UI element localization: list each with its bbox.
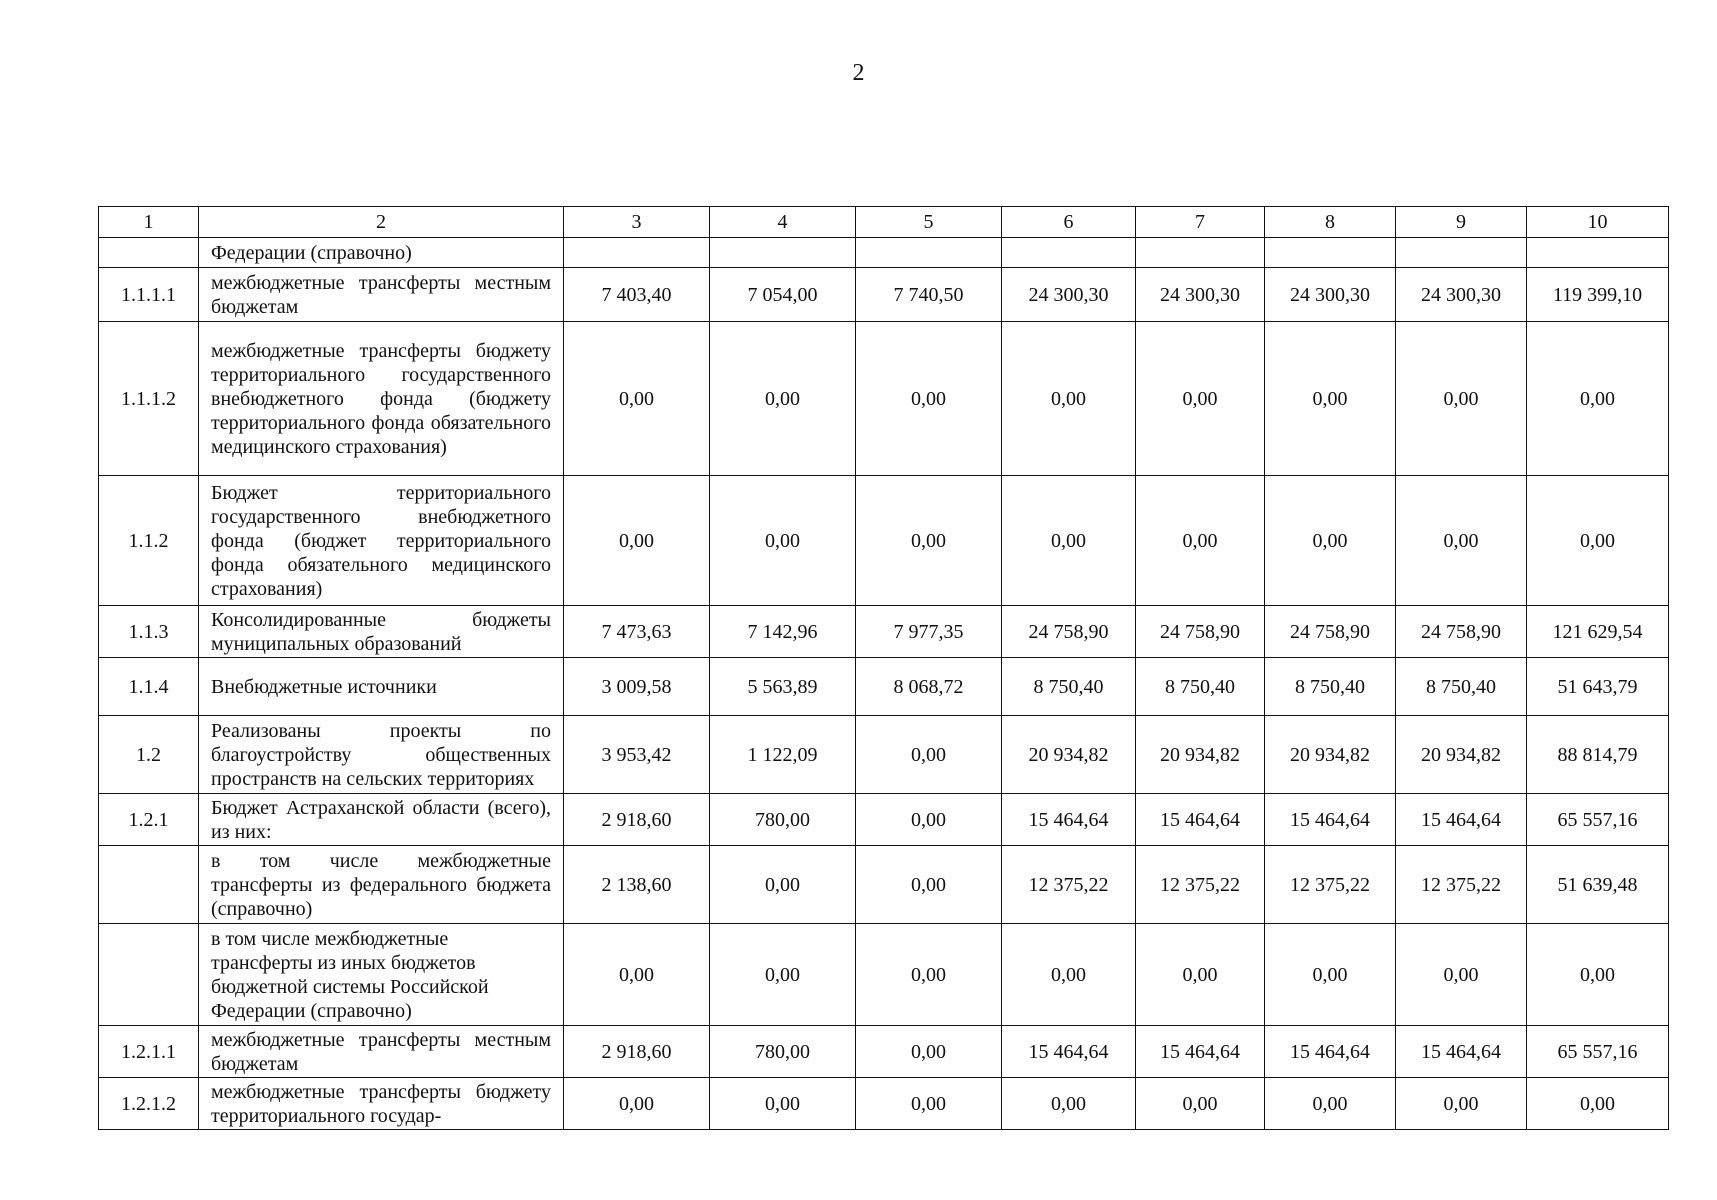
value-cell: 119 399,10 — [1527, 268, 1669, 322]
value-cell: 15 464,64 — [1002, 1026, 1136, 1078]
row-name: межбюджетные трансферты местным бюджетам — [199, 1026, 564, 1078]
value-cell: 15 464,64 — [1396, 794, 1527, 846]
value-cell: 15 464,64 — [1265, 1026, 1396, 1078]
value-cell: 8 750,40 — [1136, 658, 1265, 716]
value-cell — [1396, 238, 1527, 268]
value-cell: 15 464,64 — [1136, 794, 1265, 846]
value-cell: 15 464,64 — [1396, 1026, 1527, 1078]
value-cell: 0,00 — [856, 1026, 1002, 1078]
row-name: Федерации (справочно) — [199, 238, 564, 268]
value-cell — [1527, 238, 1669, 268]
row-code: 1.1.2 — [99, 476, 199, 606]
table-row — [99, 716, 1669, 794]
budget-table — [98, 206, 1669, 1130]
value-cell: 20 934,82 — [1265, 716, 1396, 794]
value-cell: 0,00 — [1136, 924, 1265, 1026]
row-code: 1.2.1.1 — [99, 1026, 199, 1078]
value-cell: 12 375,22 — [1396, 846, 1527, 924]
value-cell: 3 009,58 — [564, 658, 710, 716]
table-row — [99, 606, 1669, 658]
value-cell: 0,00 — [1002, 1078, 1136, 1130]
table-header-row — [99, 207, 1669, 238]
value-cell: 0,00 — [1002, 924, 1136, 1026]
value-cell: 0,00 — [1002, 476, 1136, 606]
row-name: в том числе межбюджетные трансферты из федерального бюджета (справочно) — [199, 846, 564, 924]
row-code: 1.2 — [99, 716, 199, 794]
value-cell: 0,00 — [564, 924, 710, 1026]
row-code: 1.1.3 — [99, 606, 199, 658]
value-cell: 24 300,30 — [1265, 268, 1396, 322]
value-cell: 20 934,82 — [1136, 716, 1265, 794]
value-cell: 5 563,89 — [710, 658, 856, 716]
value-cell: 0,00 — [1136, 476, 1265, 606]
value-cell: 0,00 — [1396, 476, 1527, 606]
row-name: в том числе межбюджетные трансферты из иных бюджетов бюджетной системы Российской Федерации (справочно) — [199, 924, 564, 1026]
value-cell — [1002, 238, 1136, 268]
value-cell: 0,00 — [1527, 1078, 1669, 1130]
value-cell: 12 375,22 — [1265, 846, 1396, 924]
value-cell: 780,00 — [710, 1026, 856, 1078]
value-cell: 7 740,50 — [856, 268, 1002, 322]
value-cell: 24 758,90 — [1265, 606, 1396, 658]
value-cell: 51 643,79 — [1527, 658, 1669, 716]
value-cell: 7 054,00 — [710, 268, 856, 322]
row-name: межбюджетные трансферты бюджету территориального государ- — [199, 1078, 564, 1130]
column-header: 2 — [199, 207, 564, 238]
value-cell: 0,00 — [710, 476, 856, 606]
value-cell: 24 758,90 — [1396, 606, 1527, 658]
value-cell: 0,00 — [856, 322, 1002, 476]
value-cell: 20 934,82 — [1002, 716, 1136, 794]
value-cell: 15 464,64 — [1002, 794, 1136, 846]
value-cell: 7 473,63 — [564, 606, 710, 658]
value-cell: 24 300,30 — [1136, 268, 1265, 322]
value-cell: 8 750,40 — [1265, 658, 1396, 716]
value-cell: 0,00 — [1265, 476, 1396, 606]
column-header: 1 — [99, 207, 199, 238]
value-cell: 0,00 — [856, 924, 1002, 1026]
value-cell: 65 557,16 — [1527, 1026, 1669, 1078]
value-cell: 0,00 — [1396, 1078, 1527, 1130]
value-cell — [856, 238, 1002, 268]
value-cell: 1 122,09 — [710, 716, 856, 794]
row-code — [99, 846, 199, 924]
row-code: 1.2.1.2 — [99, 1078, 199, 1130]
value-cell: 0,00 — [1002, 322, 1136, 476]
value-cell: 121 629,54 — [1527, 606, 1669, 658]
row-code — [99, 238, 199, 268]
value-cell: 8 750,40 — [1396, 658, 1527, 716]
table-row — [99, 924, 1669, 1026]
value-cell: 0,00 — [1136, 322, 1265, 476]
value-cell: 20 934,82 — [1396, 716, 1527, 794]
value-cell — [564, 238, 710, 268]
row-name: Бюджет территориального государственного внебюджетного фонда (бюджет территориального фонда обязательного медицинского страхования) — [199, 476, 564, 606]
row-name: Бюджет Астраханской области (всего), из них: — [199, 794, 564, 846]
value-cell: 0,00 — [856, 716, 1002, 794]
value-cell: 7 142,96 — [710, 606, 856, 658]
column-header: 7 — [1136, 207, 1265, 238]
value-cell: 0,00 — [1136, 1078, 1265, 1130]
table-row — [99, 476, 1669, 606]
value-cell: 0,00 — [710, 924, 856, 1026]
column-header: 5 — [856, 207, 1002, 238]
value-cell: 24 300,30 — [1396, 268, 1527, 322]
column-header: 9 — [1396, 207, 1527, 238]
value-cell: 88 814,79 — [1527, 716, 1669, 794]
row-name: Внебюджетные источники — [199, 658, 564, 716]
column-header: 6 — [1002, 207, 1136, 238]
value-cell: 0,00 — [856, 1078, 1002, 1130]
value-cell: 2 138,60 — [564, 846, 710, 924]
value-cell: 2 918,60 — [564, 1026, 710, 1078]
row-name: Реализованы проекты по благоустройству общественных пространств на сельских территориях — [199, 716, 564, 794]
value-cell: 0,00 — [1265, 1078, 1396, 1130]
table-row — [99, 658, 1669, 716]
value-cell — [1136, 238, 1265, 268]
column-header: 4 — [710, 207, 856, 238]
row-code: 1.2.1 — [99, 794, 199, 846]
value-cell: 0,00 — [710, 322, 856, 476]
value-cell: 0,00 — [856, 794, 1002, 846]
table-row — [99, 322, 1669, 476]
table-row — [99, 238, 1669, 268]
value-cell: 780,00 — [710, 794, 856, 846]
value-cell: 15 464,64 — [1136, 1026, 1265, 1078]
value-cell: 0,00 — [1396, 924, 1527, 1026]
value-cell: 7 977,35 — [856, 606, 1002, 658]
column-header: 8 — [1265, 207, 1396, 238]
value-cell: 0,00 — [564, 476, 710, 606]
value-cell: 0,00 — [1396, 322, 1527, 476]
value-cell: 0,00 — [710, 846, 856, 924]
value-cell: 0,00 — [856, 476, 1002, 606]
value-cell: 0,00 — [1527, 476, 1669, 606]
value-cell: 65 557,16 — [1527, 794, 1669, 846]
table-row — [99, 794, 1669, 846]
value-cell: 0,00 — [1527, 924, 1669, 1026]
column-header: 3 — [564, 207, 710, 238]
row-code — [99, 924, 199, 1026]
value-cell: 0,00 — [1265, 322, 1396, 476]
row-name: межбюджетные трансферты бюджету территориального государственного внебюджетного фонда (бюджету территориального фонда обязательного медицинского страхования) — [199, 322, 564, 476]
value-cell: 15 464,64 — [1265, 794, 1396, 846]
table-row — [99, 268, 1669, 322]
value-cell: 2 918,60 — [564, 794, 710, 846]
value-cell: 0,00 — [564, 322, 710, 476]
value-cell: 0,00 — [856, 846, 1002, 924]
value-cell: 0,00 — [564, 1078, 710, 1130]
value-cell: 51 639,48 — [1527, 846, 1669, 924]
table-row — [99, 1026, 1669, 1078]
row-code: 1.1.1.1 — [99, 268, 199, 322]
value-cell: 0,00 — [1527, 322, 1669, 476]
value-cell: 8 068,72 — [856, 658, 1002, 716]
table-row — [99, 846, 1669, 924]
value-cell: 24 300,30 — [1002, 268, 1136, 322]
value-cell: 3 953,42 — [564, 716, 710, 794]
value-cell — [1265, 238, 1396, 268]
value-cell — [710, 238, 856, 268]
page-number: 2 — [852, 60, 865, 86]
value-cell: 24 758,90 — [1136, 606, 1265, 658]
value-cell: 7 403,40 — [564, 268, 710, 322]
column-header: 10 — [1527, 207, 1669, 238]
row-code: 1.1.4 — [99, 658, 199, 716]
table-row — [99, 1078, 1669, 1130]
value-cell: 8 750,40 — [1002, 658, 1136, 716]
value-cell: 0,00 — [1265, 924, 1396, 1026]
value-cell: 12 375,22 — [1136, 846, 1265, 924]
value-cell: 12 375,22 — [1002, 846, 1136, 924]
value-cell: 0,00 — [710, 1078, 856, 1130]
value-cell: 24 758,90 — [1002, 606, 1136, 658]
row-name: межбюджетные трансферты местным бюджетам — [199, 268, 564, 322]
row-name: Консолидированные бюджеты муниципальных образований — [199, 606, 564, 658]
row-code: 1.1.1.2 — [99, 322, 199, 476]
